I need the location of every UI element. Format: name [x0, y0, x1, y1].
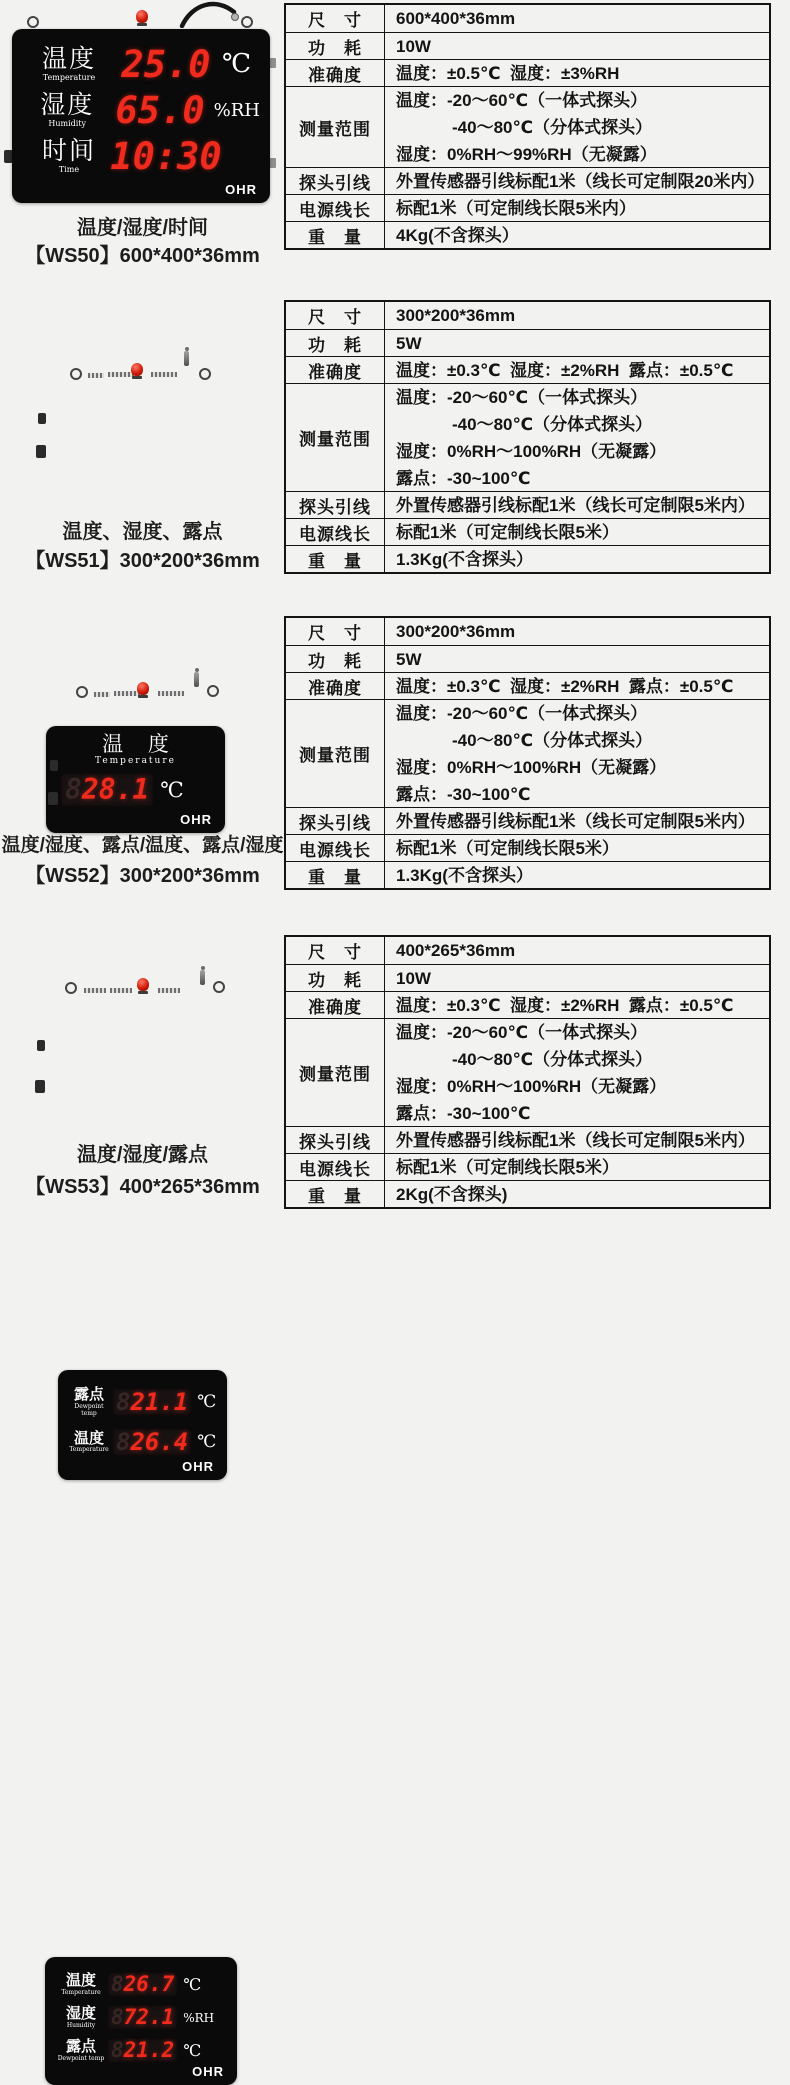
led-row-temperature: 温度 Temperature 8 26.4 ℃: [66, 1422, 227, 1462]
table-row: [286, 618, 769, 645]
spec-value: 露点：-30~100℃: [396, 1103, 531, 1123]
side-tab: [269, 58, 276, 68]
spec-value: 300*200*36mm: [396, 306, 516, 325]
celsius-unit: ℃: [183, 1975, 202, 1994]
unlit-digit: 8: [116, 1388, 131, 1416]
led-display-panel-ws52: [58, 1370, 227, 1480]
side-knob: [48, 792, 58, 805]
spec-label: 重 量: [286, 862, 385, 888]
cable-gland-icon: [231, 13, 239, 21]
spec-label: 重 量: [286, 1181, 385, 1207]
spec-table-ws50: [284, 3, 771, 250]
spec-value: 温度：-20～60℃（一体式探头）: [396, 1022, 648, 1042]
spec-table-ws52: [284, 616, 771, 890]
spec-label: 准确度: [286, 357, 385, 383]
spec-value: 湿度：0%RH～100%RH（无凝露）: [396, 757, 667, 777]
table-row: [286, 699, 769, 807]
humidity-readout: 65.0: [115, 88, 205, 132]
spec-value: 温度：-20～60℃（一体式探头）: [396, 703, 648, 723]
spec-value: 露点：-30~100℃: [396, 468, 531, 488]
dewpoint-label: 露点: [65, 2037, 96, 2056]
spec-label: 尺 寸: [286, 618, 385, 645]
spec-table-ws53: [284, 935, 771, 1209]
led-display-panel-ws53: [45, 1957, 237, 2085]
table-row: [286, 645, 769, 672]
table-row: [286, 302, 769, 329]
unlit-digit: 8: [65, 773, 82, 807]
spec-value: 湿度：0%RH～99%RH（无凝露）: [396, 144, 657, 164]
spec-label: 功 耗: [286, 330, 385, 356]
antenna-probe-icon: [184, 351, 189, 366]
table-row: [286, 1180, 769, 1207]
alarm-lamp-icon: [137, 682, 149, 695]
spec-value: 外置传感器引线标配1米（线长可定制限20米内）: [396, 171, 765, 191]
brand-logo: OHR: [182, 1459, 214, 1474]
mount-ring-icon: [27, 16, 39, 28]
table-row: [286, 834, 769, 861]
vent-grille: [158, 988, 180, 993]
vent-grille: [114, 691, 140, 696]
temperature-readout: 26.4: [130, 1428, 189, 1456]
spec-value: 温度：±0.5℃ 湿度：±3%RH: [396, 63, 620, 83]
spec-value: -40～80℃（分体式探头）: [452, 117, 653, 137]
led-row-time: 时间 Time 10:30: [28, 133, 260, 179]
table-row: [286, 329, 769, 356]
brand-logo: OHR: [192, 2064, 224, 2079]
mount-ring-icon: [65, 982, 77, 994]
spec-label: 功 耗: [286, 646, 385, 672]
dewpoint-readout: 21.2: [123, 2038, 175, 2062]
table-row: [286, 518, 769, 545]
spec-value: 标配1米（可定制线长限5米）: [396, 522, 619, 542]
spec-value: 温度：±0.3℃ 湿度：±2%RH 露点：±0.5℃: [396, 995, 734, 1015]
table-row: [286, 861, 769, 888]
mount-ring-icon: [76, 686, 88, 698]
side-knob: [50, 760, 58, 771]
table-row: [286, 491, 769, 518]
product-photo-ws50: [0, 0, 285, 270]
spec-value: -40～80℃（分体式探头）: [452, 1049, 653, 1069]
spec-label: 电源线长: [286, 1154, 385, 1180]
spec-value: 外置传感器引线标配1米（线长可定制限5米内）: [396, 1130, 755, 1150]
table-row: [286, 167, 769, 194]
dewpoint-label: 露点: [73, 1385, 104, 1404]
alarm-lamp-icon: [136, 10, 148, 23]
vent-grille: [84, 988, 106, 993]
celsius-unit: ℃: [160, 778, 184, 803]
table-row: [286, 1018, 769, 1126]
spec-value: 露点：-30~100℃: [396, 784, 531, 804]
side-knob: [37, 1040, 45, 1051]
antenna-probe-icon: [200, 970, 205, 985]
product-model-size: 【WS50】600*400*36mm: [25, 245, 260, 267]
spec-value: -40～80℃（分体式探头）: [452, 414, 653, 434]
spec-value: 标配1米（可定制线长限5米）: [396, 1157, 619, 1177]
table-row: [286, 383, 769, 491]
spec-value: 湿度：0%RH～100%RH（无凝露）: [396, 441, 667, 461]
digit-window: [107, 1972, 178, 1997]
mount-ring-icon: [199, 368, 211, 380]
spec-value: 标配1米（可定制线长限5米）: [396, 838, 619, 858]
spec-value: 4Kg(不含探头）: [396, 225, 519, 245]
spec-label: 电源线长: [286, 195, 385, 221]
table-row: [286, 964, 769, 991]
spec-value: 5W: [396, 333, 422, 353]
mount-ring-icon: [241, 16, 253, 28]
table-row: [286, 194, 769, 221]
brand-logo: OHR: [180, 812, 212, 827]
digit-window: [107, 2038, 178, 2063]
spec-label: 测量范围: [286, 87, 385, 167]
side-tab: [269, 158, 276, 168]
spec-value: 1.3Kg(不含探头）: [396, 865, 533, 885]
digit-window: [112, 1388, 192, 1416]
spec-table-ws51: [284, 300, 771, 574]
temperature-readout: 28.1: [81, 773, 150, 807]
side-knob: [38, 413, 46, 424]
spec-value: -40～80℃（分体式探头）: [452, 730, 653, 750]
led-row-humidity: 湿度 Humidity 65.0 %RH: [28, 87, 260, 133]
table-row: [286, 937, 769, 964]
table-row: [286, 807, 769, 834]
table-row: [286, 86, 769, 167]
humidity-label: 湿度: [65, 2004, 96, 2023]
spec-value: 标配1米（可定制线长限5米内）: [396, 198, 636, 218]
spec-value: 温度：-20～60℃（一体式探头）: [396, 387, 648, 407]
table-row: [286, 5, 769, 32]
table-row: [286, 1153, 769, 1180]
led-display-panel-ws50: [12, 29, 270, 203]
product-caption: 温度/湿度、露点/温度、露点/湿度: [1, 835, 284, 856]
rh-unit: %RH: [183, 2010, 215, 2025]
table-row: [286, 545, 769, 572]
spec-label: 尺 寸: [286, 937, 385, 964]
spec-label: 准确度: [286, 60, 385, 86]
unlit-digit: 8: [111, 1972, 124, 1996]
product-caption: 温度、湿度、露点: [62, 521, 223, 543]
temperature-readout: 25.0: [121, 42, 211, 86]
led-display-panel-ws51: 温 度 Temperature 8 28.1 ℃ OHR: [46, 726, 225, 833]
spec-value: 湿度：0%RH～100%RH（无凝露）: [396, 1076, 667, 1096]
spec-label: 功 耗: [286, 965, 385, 991]
digit-window: [107, 2005, 178, 2030]
dewpoint-readout: 21.1: [130, 1388, 189, 1416]
spec-label: 准确度: [286, 673, 385, 699]
celsius-unit: ℃: [183, 2041, 202, 2060]
rh-unit: %RH: [213, 99, 260, 121]
spec-label: 重 量: [286, 222, 385, 248]
table-row: [286, 32, 769, 59]
vent-grille: [88, 373, 104, 378]
product-caption: 温度/湿度/时间: [76, 217, 209, 239]
table-row: [286, 672, 769, 699]
temperature-label: 温 度: [102, 732, 178, 756]
mount-ring-icon: [207, 685, 219, 697]
vent-grille: [151, 372, 177, 377]
table-row: [286, 59, 769, 86]
spec-label: 探头引线: [286, 1127, 385, 1153]
led-row-dewpoint: 露点 Dewpoint temp 8 21.2 ℃: [55, 2034, 237, 2067]
led-row-dewpoint: 露点 Dewpoint temp 8 21.1 ℃: [66, 1382, 227, 1422]
spec-label: 测量范围: [286, 1019, 385, 1126]
vent-grille: [158, 691, 184, 696]
spec-value: 400*265*36mm: [396, 941, 516, 960]
spec-label: 探头引线: [286, 492, 385, 518]
spec-label: 准确度: [286, 992, 385, 1018]
humidity-readout: 72.1: [123, 2005, 175, 2029]
spec-value: 2Kg(不含探头): [396, 1184, 508, 1204]
table-row: [286, 221, 769, 248]
spec-label: 电源线长: [286, 519, 385, 545]
spec-label: 重 量: [286, 546, 385, 572]
temperature-readout: 26.7: [123, 1972, 175, 1996]
led-row-humidity: 湿度 Humidity 8 72.1 %RH: [55, 2001, 237, 2034]
vent-grille: [108, 372, 134, 377]
spec-label: 尺 寸: [286, 5, 385, 32]
spec-value: 600*400*36mm: [396, 9, 516, 28]
table-row: [286, 1126, 769, 1153]
temperature-label: 温度: [65, 1971, 96, 1990]
antenna-probe-icon: [194, 672, 199, 687]
vent-grille: [94, 692, 110, 697]
mount-ring-icon: [70, 368, 82, 380]
unlit-digit: 8: [111, 2005, 124, 2029]
table-row: [286, 356, 769, 383]
celsius-unit: ℃: [197, 1432, 217, 1452]
celsius-unit: ℃: [222, 49, 252, 79]
time-readout: 10:30: [110, 134, 222, 178]
spec-value: 5W: [396, 649, 422, 669]
mount-ring-icon: [213, 981, 225, 993]
unlit-digit: 8: [111, 2038, 124, 2062]
temperature-label: 温度: [41, 44, 96, 74]
temperature-label: 温度: [73, 1428, 104, 1447]
spec-value: 温度：±0.3℃ 湿度：±2%RH 露点：±0.5℃: [396, 676, 734, 696]
spec-label: 电源线长: [286, 835, 385, 861]
humidity-label: 湿度: [40, 90, 95, 120]
spec-value: 温度：±0.3℃ 湿度：±2%RH 露点：±0.5℃: [396, 360, 734, 380]
product-model-size: 【WS52】300*200*36mm: [25, 865, 260, 887]
side-knob: [35, 1080, 45, 1093]
led-row-temperature: 温度 Temperature 8 26.7 ℃: [55, 1968, 237, 2001]
spec-label: 探头引线: [286, 168, 385, 194]
spec-label: 测量范围: [286, 384, 385, 491]
spec-value: 300*200*36mm: [396, 622, 516, 641]
celsius-unit: ℃: [197, 1392, 217, 1412]
vent-grille: [110, 988, 132, 993]
alarm-lamp-icon: [131, 363, 143, 376]
unlit-digit: 8: [116, 1428, 131, 1456]
digit-window: [112, 1428, 192, 1456]
product-model-size: 【WS51】300*200*36mm: [25, 550, 260, 572]
time-label: 时间: [41, 136, 96, 166]
product-photo-ws51: [0, 345, 285, 827]
product-model-size: 【WS53】400*265*36mm: [25, 1176, 260, 1198]
led-row-temperature: 温度 Temperature 25.0 ℃: [28, 41, 260, 87]
spec-label: 功 耗: [286, 33, 385, 59]
side-knob: [36, 445, 46, 458]
spec-value: 外置传感器引线标配1米（线长可定制限5米内）: [396, 811, 755, 831]
spec-value: 外置传感器引线标配1米（线长可定制限5米内）: [396, 495, 755, 515]
spec-label: 尺 寸: [286, 302, 385, 329]
spec-value: 1.3Kg(不含探头）: [396, 549, 533, 569]
table-row: [286, 991, 769, 1018]
spec-label: 测量范围: [286, 700, 385, 807]
spec-value: 温度：-20～60℃（一体式探头）: [396, 90, 648, 110]
spec-value: 10W: [396, 968, 431, 988]
brand-logo: OHR: [225, 182, 257, 197]
spec-value: 10W: [396, 36, 431, 56]
spec-label: 探头引线: [286, 808, 385, 834]
product-caption: 温度/湿度/露点: [76, 1144, 209, 1166]
alarm-lamp-icon: [137, 978, 149, 991]
